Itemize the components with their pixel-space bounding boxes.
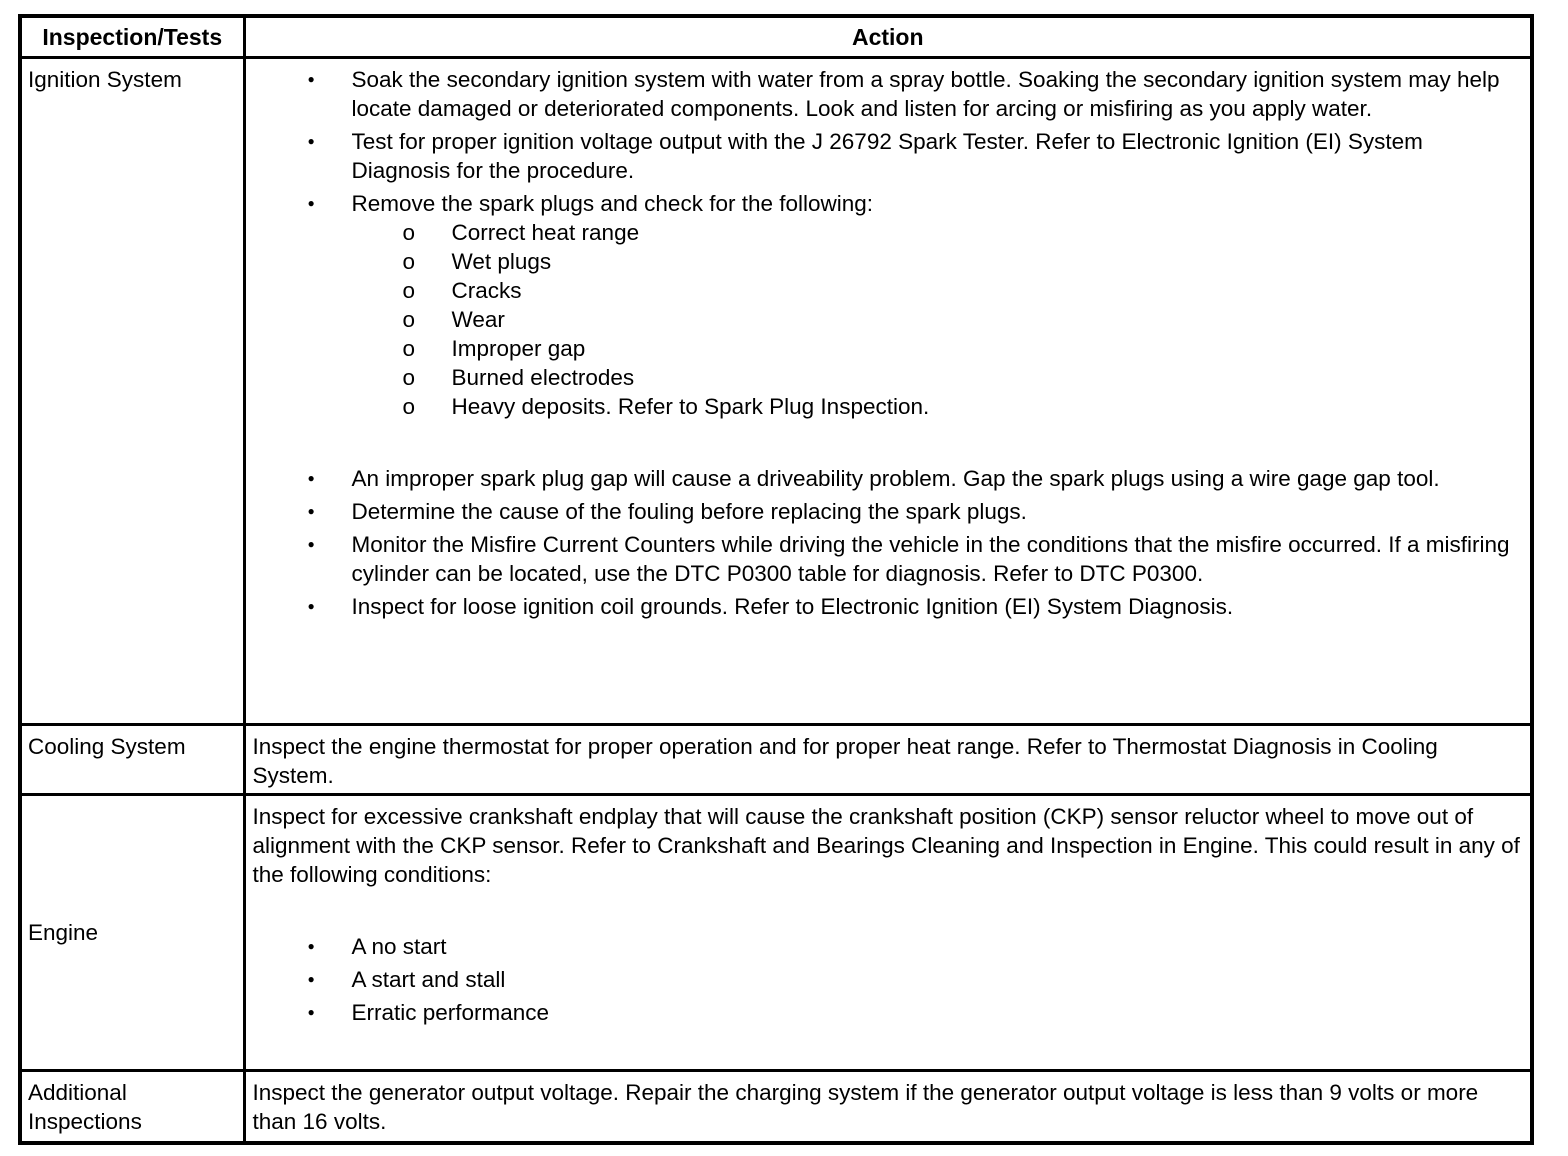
inspection-table: [18, 14, 1534, 1145]
action-ignition-system: [244, 58, 1532, 725]
list-item: ● Monitor the Misfire Current Counters while driving the vehicle in the conditions that the misfire occurred. If a misfiring cylinder can be located, use the DTC P0300 table for diagnosis. Refer to DTC P0300.: [253, 530, 1523, 588]
category-cooling-system: Cooling System: [20, 725, 244, 795]
sub-list-item: o Wet plugs: [352, 247, 1523, 276]
table-row-cooling: [20, 725, 1532, 795]
table-row-engine: [20, 795, 1532, 1071]
table-row-ignition: [20, 58, 1532, 725]
sub-list-item: o Burned electrodes: [352, 363, 1523, 392]
list-item: ● A start and stall: [253, 965, 1523, 994]
list-item: ● Soak the secondary ignition system with water from a spray bottle. Soaking the secondary ignition system may help locate damaged or deteriorated components. Look and listen for arcing or misfiring as you apply water.: [253, 65, 1523, 123]
engine-description: Inspect for excessive crankshaft endplay that will cause the crankshaft position (CKP) sensor reluctor wheel to move out of alignment with the CKP sensor. Refer to Crankshaft and Bearings Cleaning and Inspection in Engine. This could result in any of the following conditions:: [252, 804, 1520, 887]
list-item: ● A no start: [253, 932, 1523, 961]
list-item-text: Remove the spark plugs and check for the following:: [351, 191, 874, 216]
list-item: [253, 189, 1523, 421]
list-item: ● Erratic performance: [253, 998, 1523, 1027]
action-additional-inspections: Inspect the generator output voltage. Repair the charging system if the generator output voltage is less than 9 volts or more than 16 volts.: [244, 1071, 1532, 1144]
spacer: [253, 889, 1523, 932]
category-engine: Engine: [20, 795, 244, 1071]
category-additional-inspections: Additional Inspections: [20, 1071, 244, 1144]
header-action: Action: [244, 16, 1532, 58]
list-item: ● Determine the cause of the fouling before replacing the spark plugs.: [253, 497, 1523, 526]
sub-list-item: o Correct heat range: [352, 218, 1523, 247]
category-ignition-system: Ignition System: [20, 58, 244, 725]
sub-list-item: o Wear: [352, 305, 1523, 334]
list-item: ● An improper spark plug gap will cause a driveability problem. Gap the spark plugs using a wire gage gap tool.: [253, 464, 1523, 493]
engine-conditions-list: [253, 932, 1523, 1027]
header-inspection-tests: Inspection/Tests: [20, 16, 244, 58]
list-item: ● Inspect for loose ignition coil grounds. Refer to Electronic Ignition (EI) System Diagnosis.: [253, 592, 1523, 621]
table-row-additional: [20, 1071, 1532, 1144]
action-cooling-system: Inspect the engine thermostat for proper operation and for proper heat range. Refer to Thermostat Diagnosis in Cooling System.: [244, 725, 1532, 795]
action-engine: [244, 795, 1532, 1071]
sub-list-item: o Cracks: [352, 276, 1523, 305]
list-item: ● Test for proper ignition voltage output with the J 26792 Spark Tester. Refer to Electronic Ignition (EI) System Diagnosis for the procedure.: [253, 127, 1523, 185]
header-row: [20, 16, 1532, 58]
sub-list-item: o Heavy deposits. Refer to Spark Plug Inspection.: [352, 392, 1523, 421]
spark-plug-check-list: [352, 218, 1523, 421]
sub-list-item: o Improper gap: [352, 334, 1523, 363]
ignition-bullet-list: [253, 65, 1523, 621]
